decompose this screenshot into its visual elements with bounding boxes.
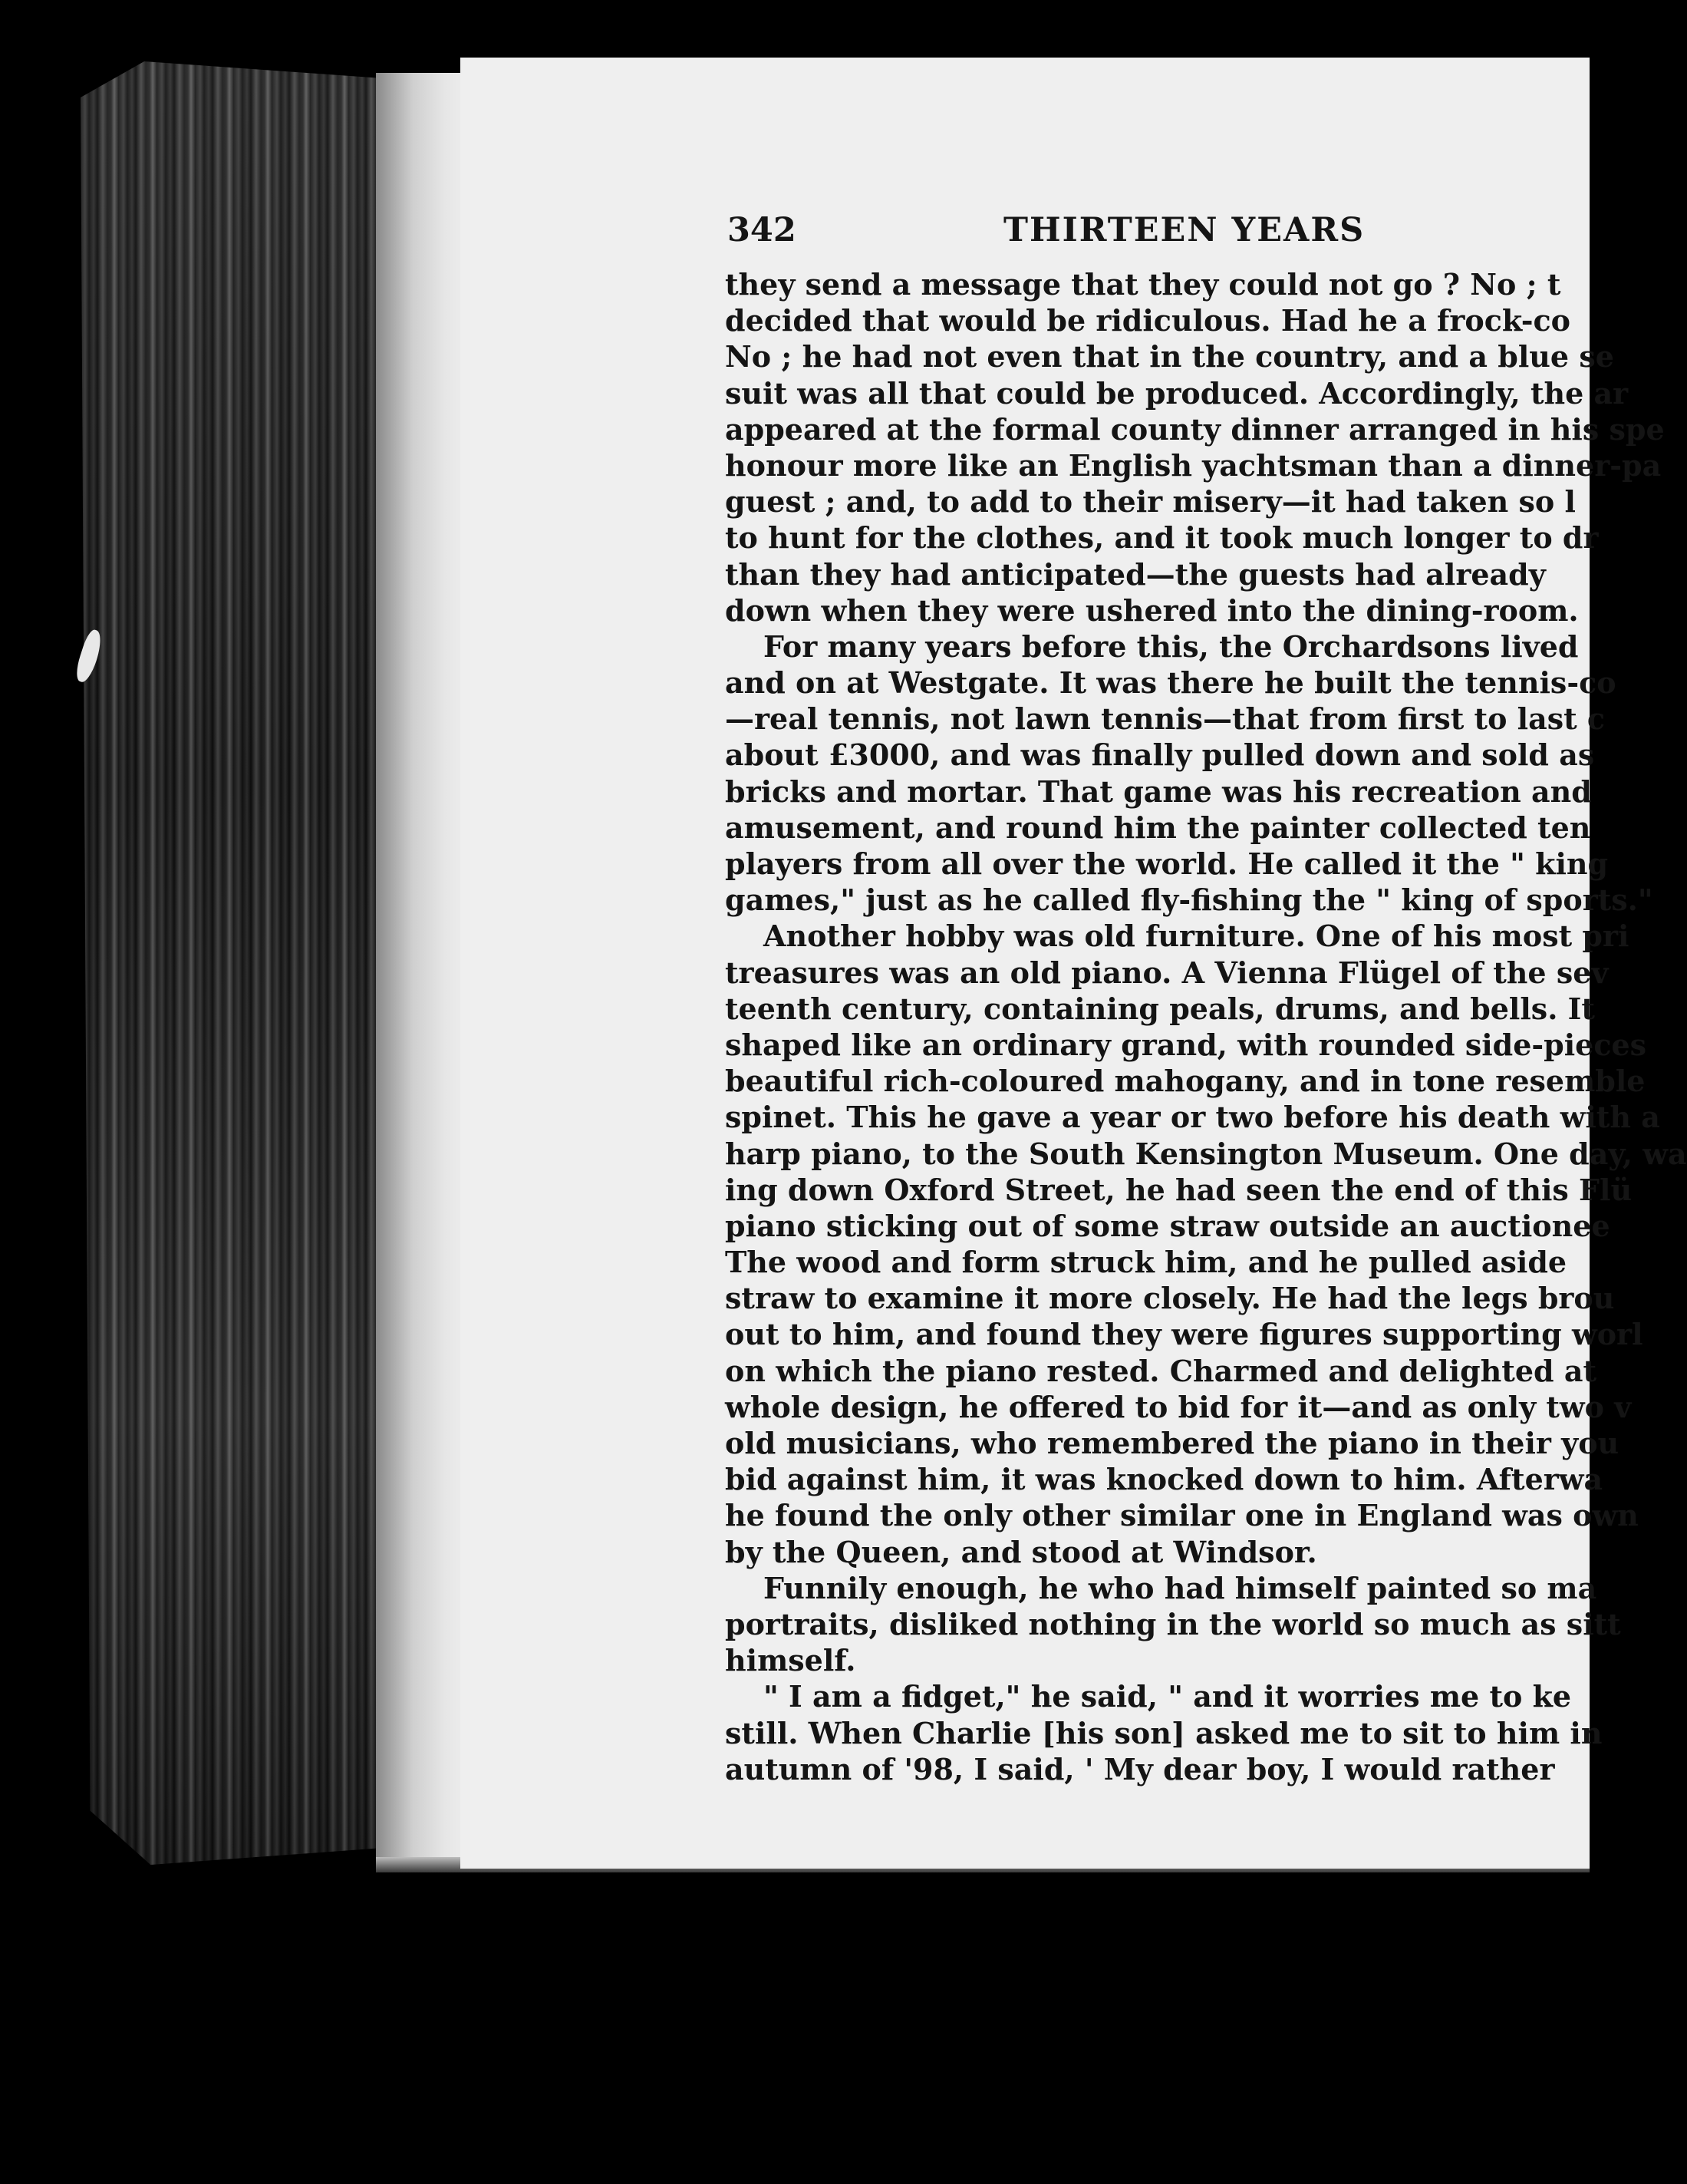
text-line: piano sticking out of some straw outside an auctionee (725, 1208, 1610, 1243)
text-line: shaped like an ordinary grand, with rounded side-pieces (725, 1027, 1647, 1062)
body-text (725, 266, 1687, 1787)
text-line: Funnily enough, he who had himself painted so ma (763, 1570, 1597, 1605)
text-line: appeared at the formal county dinner arranged in his spe (725, 411, 1665, 447)
text-line: himself. (725, 1643, 856, 1678)
text-line: games," just as he called fly-fishing the " king of sports." (725, 883, 1653, 918)
text-line: players from all over the world. He called it the " king (725, 846, 1609, 881)
text-line: than they had anticipated—the guests had already (725, 556, 1546, 592)
text-line: bid against him, it was knocked down to him. Afterwa (725, 1462, 1603, 1497)
text-line: bricks and mortar. That game was his recreation and (725, 774, 1592, 809)
text-line: on which the piano rested. Charmed and delighted at (725, 1353, 1597, 1388)
text-line: beautiful rich-coloured mahogany, and in tone resemble (725, 1064, 1646, 1099)
text-line: Another hobby was old furniture. One of his most pri (763, 919, 1629, 954)
text-line: suit was all that could be produced. Accordingly, the ar (725, 375, 1629, 411)
text-line: autumn of '98, I said, ' My dear boy, I would rather (725, 1751, 1555, 1786)
spine-shading (81, 61, 399, 1865)
page-header (727, 211, 1590, 272)
text-line: treasures was an old piano. A Vienna Flügel of the sev (725, 955, 1609, 990)
text-line: teenth century, containing peals, drums, and bells. It (725, 991, 1595, 1026)
text-line: The wood and form struck him, and he pulled aside (725, 1245, 1567, 1280)
text-line: out to him, and found they were figures supporting worl (725, 1317, 1643, 1352)
text-line: amusement, and round him the painter collected ten (725, 810, 1591, 845)
text-line: he found the only other similar one in England was own (725, 1498, 1639, 1533)
text-line: decided that would be ridiculous. Had he a frock-co (725, 303, 1570, 338)
text-line: harp piano, to the South Kensington Museum. One day, wa (725, 1136, 1687, 1171)
text-line: whole design, he offered to bid for it—and as only two v (725, 1389, 1632, 1424)
text-line: by the Queen, and stood at Windsor. (725, 1534, 1317, 1569)
text-line: spinet. This he gave a year or two before his death with a (725, 1100, 1660, 1135)
text-line: they send a message that they could not go ? No ; t (725, 267, 1561, 302)
text-line: old musicians, who remembered the piano in their you (725, 1426, 1619, 1460)
text-line: ing down Oxford Street, he had seen the end of this Flü (725, 1172, 1633, 1207)
text-line: No ; he had not even that in the country, and a blue se (725, 339, 1614, 374)
book-page (460, 58, 1687, 1869)
text-line: about £3000, and was finally pulled down and sold as (725, 737, 1595, 773)
text-line: guest ; and, to add to their misery—it had taken so l (725, 484, 1576, 520)
text-line: For many years before this, the Orchardsons lived (763, 628, 1579, 664)
page-gutter (376, 73, 468, 1861)
text-line: and on at Westgate. It was there he built the tennis-co (725, 665, 1616, 701)
text-line: down when they were ushered into the dining-room. (725, 592, 1579, 628)
text-line: straw to examine it more closely. He had the legs brou (725, 1281, 1615, 1316)
page-number: 342 (727, 211, 796, 249)
text-line: portraits, disliked nothing in the world so much as sitt (725, 1606, 1621, 1641)
text-line: still. When Charlie [his son] asked me to sit to him in (725, 1715, 1603, 1750)
running-title: THIRTEEN YEARS (1003, 211, 1366, 249)
text-line: " I am a fidget," he said, " and it worries me to ke (763, 1679, 1572, 1714)
text-line: to hunt for the clothes, and it took much longer to dr (725, 520, 1599, 556)
text-line: honour more like an English yachtsman than a dinner-pa (725, 447, 1662, 483)
text-line: —real tennis, not lawn tennis—that from first to last c (725, 701, 1606, 737)
